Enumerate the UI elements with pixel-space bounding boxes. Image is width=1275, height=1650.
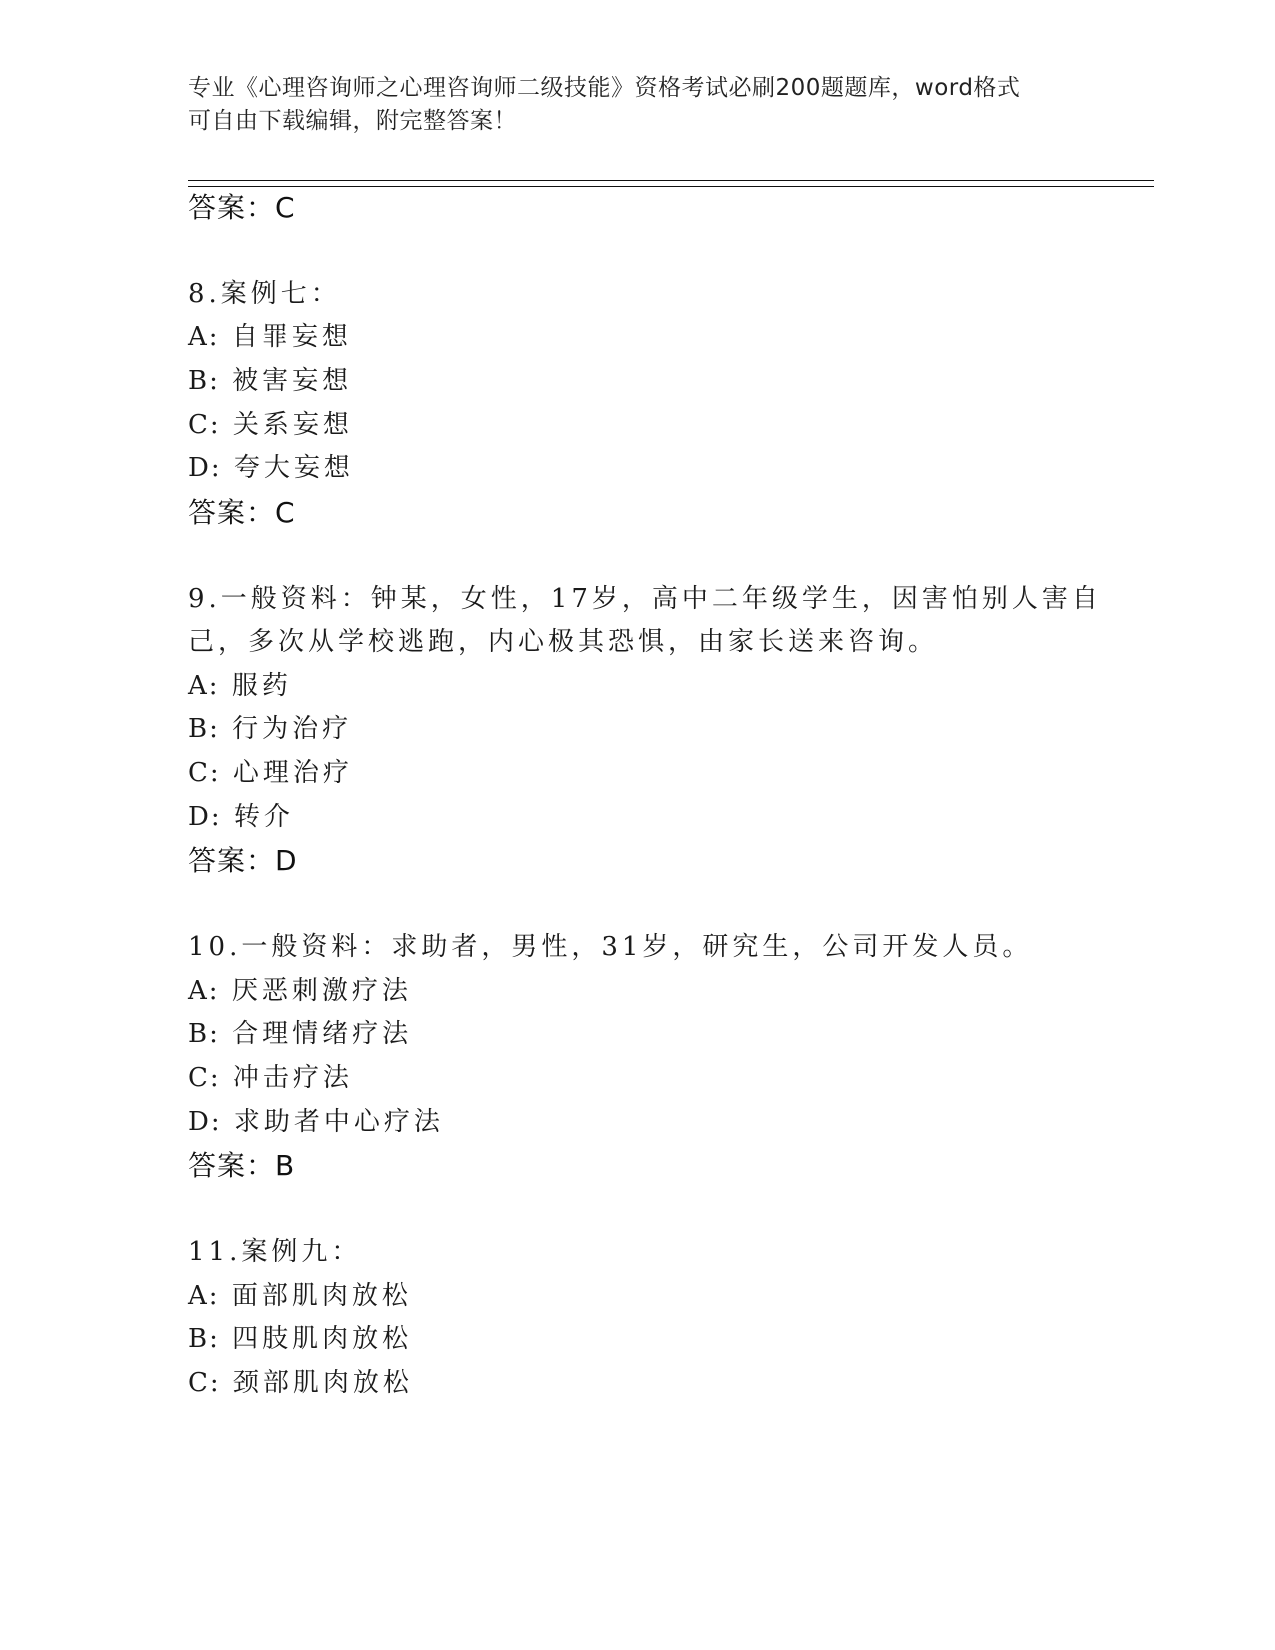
option-label: C: <box>188 758 221 788</box>
option-9-a <box>188 665 292 702</box>
option-text: 夸大妄想 <box>233 453 354 483</box>
answer-8: 答案：C <box>188 496 296 529</box>
option-label: B: <box>188 366 220 396</box>
option-text: 被害妄想 <box>232 366 353 396</box>
option-text: 四肢肌肉放松 <box>232 1324 413 1354</box>
option-label: A: <box>188 1281 220 1311</box>
option-10-b <box>188 1013 412 1050</box>
option-text: 心理治疗 <box>232 758 353 788</box>
option-text: 关系妄想 <box>232 410 353 440</box>
option-label: A: <box>188 322 220 352</box>
option-11-a <box>188 1275 412 1312</box>
option-8-c <box>188 404 353 441</box>
option-text: 转介 <box>233 802 294 832</box>
option-9-d <box>188 796 294 833</box>
option-text: 求助者中心疗法 <box>233 1107 444 1137</box>
option-label: B: <box>188 1324 220 1354</box>
option-text: 厌恶刺激疗法 <box>231 976 412 1006</box>
option-9-b <box>188 708 352 745</box>
option-10-c <box>188 1057 353 1094</box>
option-label: C: <box>188 410 221 440</box>
option-text: 行为治疗 <box>232 714 353 744</box>
answer-7: 答案：C <box>188 191 296 224</box>
question-8: 8.案例七： <box>188 279 341 309</box>
option-label: D: <box>188 802 222 832</box>
header-divider-bottom <box>188 186 1154 187</box>
option-10-d <box>188 1101 444 1138</box>
option-label: C: <box>188 1063 221 1093</box>
option-label: D: <box>188 453 222 483</box>
header-divider-top <box>188 180 1154 181</box>
answer-10: 答案：B <box>188 1149 296 1182</box>
option-label: B: <box>188 714 220 744</box>
option-label: C: <box>188 1368 221 1398</box>
answer-9: 答案：D <box>188 844 298 877</box>
option-label: A: <box>188 671 220 701</box>
question-11: 11.案例九： <box>188 1237 362 1267</box>
option-9-c <box>188 752 353 789</box>
question-9-line-1: 9.一般资料：钟某，女性，17岁，高中二年级学生，因害怕别人害自 <box>188 584 1102 614</box>
option-label: B: <box>188 1019 220 1049</box>
question-10: 10.一般资料：求助者，男性，31岁，研究生，公司开发人员。 <box>188 932 1033 962</box>
option-label: A: <box>188 976 220 1006</box>
option-text: 冲击疗法 <box>232 1063 353 1093</box>
option-8-d <box>188 447 354 484</box>
option-11-c <box>188 1362 413 1399</box>
option-text: 面部肌肉放松 <box>231 1281 412 1311</box>
option-8-a <box>188 316 352 353</box>
option-11-b <box>188 1318 412 1355</box>
option-text: 合理情绪疗法 <box>232 1019 413 1049</box>
option-8-b <box>188 360 352 397</box>
header-title-line-2: 可自由下载编辑，附完整答案！ <box>188 108 517 134</box>
option-text: 颈部肌肉放松 <box>232 1368 413 1398</box>
option-label: D: <box>188 1107 222 1137</box>
option-text: 自罪妄想 <box>231 322 352 352</box>
page-header <box>188 72 1088 138</box>
question-9-line-2: 己，多次从学校逃跑，内心极其恐惧，由家长送来咨询。 <box>188 627 939 657</box>
option-10-a <box>188 970 412 1007</box>
header-title-line-1: 专业《心理咨询师之心理咨询师二级技能》资格考试必刷200题题库，word格式 <box>188 75 1021 101</box>
option-text: 服药 <box>231 671 292 701</box>
